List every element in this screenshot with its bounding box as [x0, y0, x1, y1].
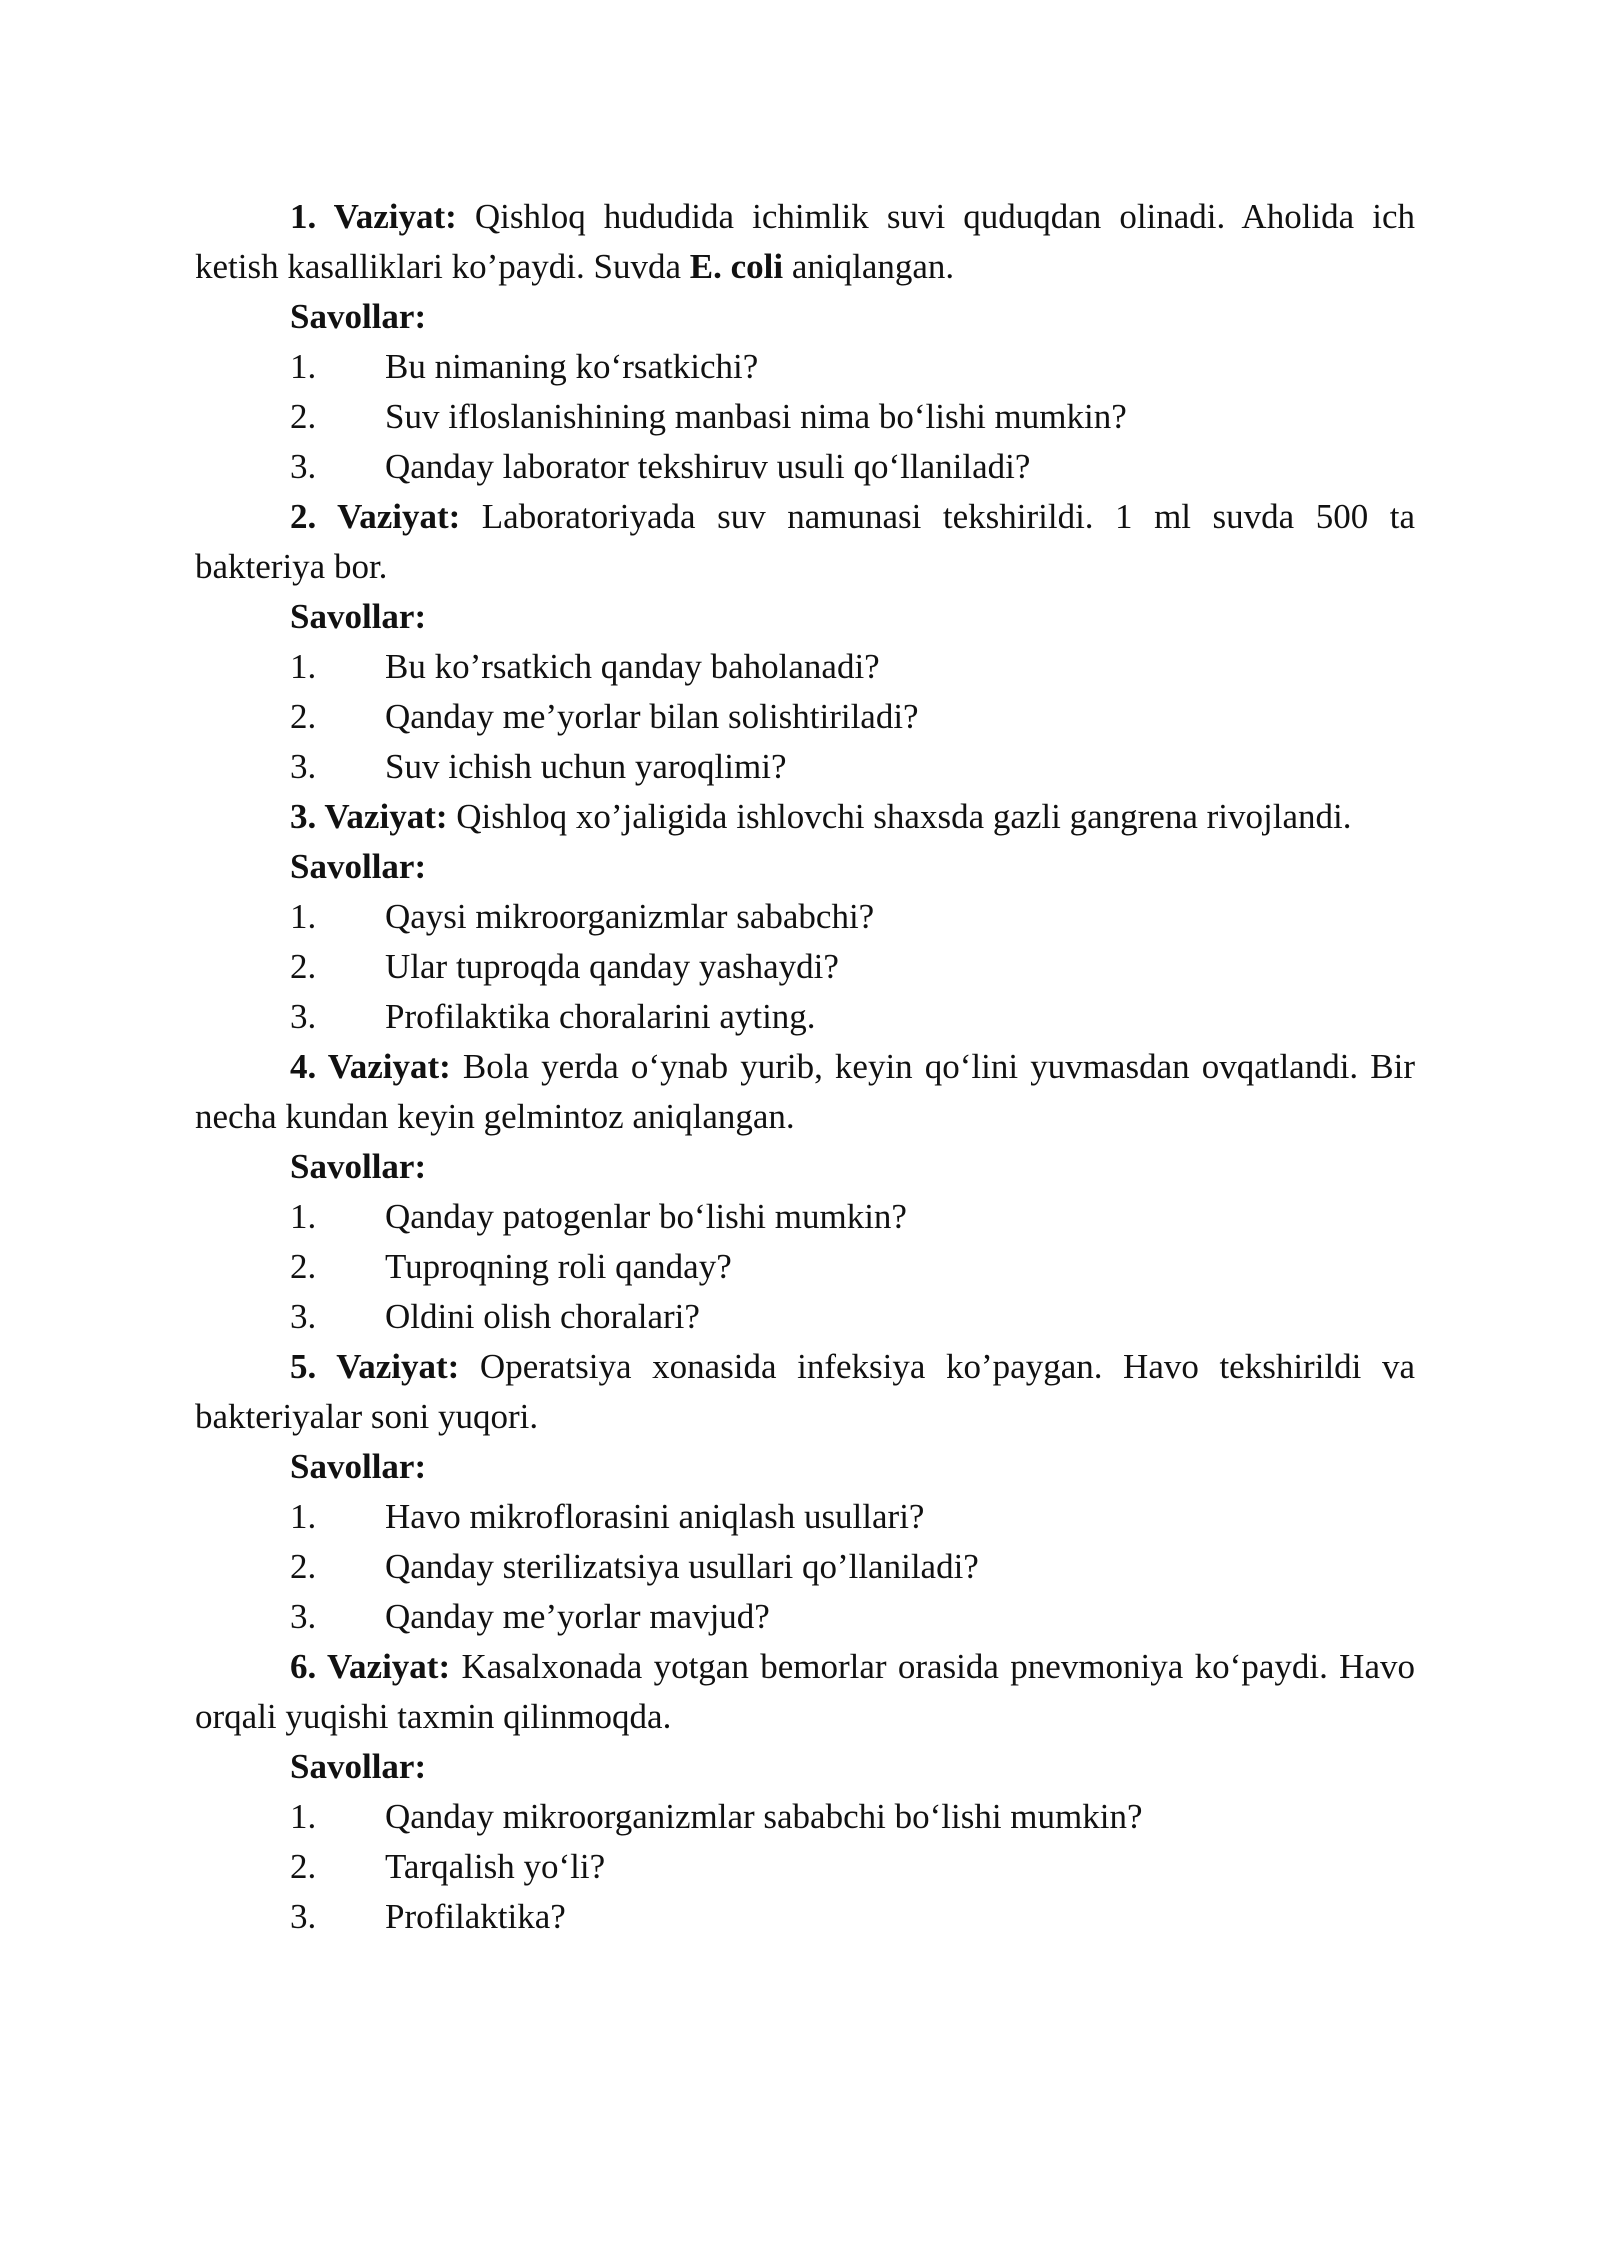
case-text-before: Laboratoriyada suv namunasi tekshirildi. 1 ml suvda 500 ta bakteriya bor. — [195, 497, 1415, 586]
questions-list — [195, 642, 1415, 792]
case-title: 5. Vaziyat: — [290, 1347, 460, 1386]
questions-list — [195, 892, 1415, 1042]
question-text: Oldini olish choralari? — [385, 1297, 700, 1336]
question-item — [195, 342, 1415, 392]
case-text-before: Qishloq hududida ichimlik suvi quduqdan olinadi. Aholida ich ketish kasalliklari ko’paydi. Suvda — [195, 197, 1415, 286]
question-item — [195, 992, 1415, 1042]
question-text: Profilaktika choralarini ayting. — [385, 997, 816, 1036]
question-text: Qanday sterilizatsiya usullari qo’llaniladi? — [385, 1547, 979, 1586]
case-description — [195, 1642, 1415, 1742]
case-text-before: Qishloq xo’jaligida ishlovchi shaxsda gazli gangrena rivojlandi. — [447, 797, 1352, 836]
question-number: 2. — [290, 1547, 317, 1586]
question-item — [195, 1492, 1415, 1542]
question-number: 1. — [290, 1497, 317, 1536]
case-text-before: Operatsiya xonasida infeksiya ko’paygan. Havo tekshirildi va bakteriyalar soni yuqori. — [195, 1347, 1416, 1436]
questions-heading: Savollar: — [290, 597, 427, 636]
question-number: 3. — [290, 997, 317, 1036]
question-number: 3. — [290, 1597, 317, 1636]
questions-heading: Savollar: — [290, 1747, 427, 1786]
question-text: Suv ifloslanishining manbasi nima bo‘lishi mumkin? — [385, 397, 1127, 436]
question-number: 3. — [290, 747, 317, 786]
question-item — [195, 1542, 1415, 1592]
case-title: 2. Vaziyat: — [290, 497, 461, 536]
question-text: Bu ko’rsatkich qanday baholanadi? — [385, 647, 880, 686]
question-text: Ular tuproqda qanday yashaydi? — [385, 947, 839, 986]
case-5 — [195, 1342, 1415, 1642]
case-text-after: aniqlangan. — [783, 247, 955, 286]
case-description — [195, 1342, 1415, 1442]
questions-heading: Savollar: — [290, 297, 427, 336]
question-item — [195, 1592, 1415, 1642]
question-item — [195, 392, 1415, 442]
question-number: 2. — [290, 397, 317, 436]
question-text: Bu nimaning ko‘rsatkichi? — [385, 347, 759, 386]
questions-list — [195, 1792, 1415, 1942]
question-number: 2. — [290, 1847, 317, 1886]
questions-list — [195, 1492, 1415, 1642]
question-item — [195, 1192, 1415, 1242]
questions-list — [195, 1192, 1415, 1342]
questions-list — [195, 342, 1415, 492]
question-text: Havo mikroflorasini aniqlash usullari? — [385, 1497, 925, 1536]
question-number: 1. — [290, 1797, 317, 1836]
question-number: 3. — [290, 447, 317, 486]
case-title: 6. Vaziyat: — [290, 1647, 451, 1686]
case-6 — [195, 1642, 1415, 1942]
question-item — [195, 1842, 1415, 1892]
question-text: Qanday mikroorganizmlar sababchi bo‘lishi mumkin? — [385, 1797, 1143, 1836]
case-4 — [195, 1042, 1415, 1342]
document-page — [195, 192, 1415, 1942]
question-text: Qanday me’yorlar bilan solishtiriladi? — [385, 697, 919, 736]
case-title: 4. Vaziyat: — [290, 1047, 451, 1086]
case-text-before: Kasalxonada yotgan bemorlar orasida pnevmoniya ko‘paydi. Havo orqali yuqishi taxmin qilinmoqda. — [195, 1647, 1415, 1736]
case-title: 3. Vaziyat: — [290, 797, 448, 836]
case-3 — [195, 792, 1415, 1042]
question-item — [195, 942, 1415, 992]
question-number: 2. — [290, 1247, 317, 1286]
question-text: Qaysi mikroorganizmlar sababchi? — [385, 897, 875, 936]
case-text-before: Bola yerda o‘ynab yurib, keyin qo‘lini yuvmasdan ovqatlandi. Bir necha kundan keyin gelmintoz aniqlangan. — [195, 1047, 1415, 1136]
questions-heading: Savollar: — [290, 1147, 427, 1186]
question-number: 3. — [290, 1897, 317, 1936]
question-number: 1. — [290, 647, 317, 686]
question-item — [195, 1792, 1415, 1842]
case-1 — [195, 192, 1415, 492]
question-item — [195, 1292, 1415, 1342]
question-number: 3. — [290, 1297, 317, 1336]
question-text: Qanday me’yorlar mavjud? — [385, 1597, 770, 1636]
questions-heading: Savollar: — [290, 847, 427, 886]
question-item — [195, 892, 1415, 942]
question-number: 2. — [290, 947, 317, 986]
question-text: Suv ichish uchun yaroqlimi? — [385, 747, 787, 786]
case-bold-term: E. coli — [689, 247, 784, 286]
case-description — [195, 192, 1415, 292]
question-text: Qanday patogenlar bo‘lishi mumkin? — [385, 1197, 907, 1236]
case-description — [195, 792, 1415, 842]
case-title: 1. Vaziyat: — [290, 197, 457, 236]
question-number: 1. — [290, 897, 317, 936]
question-item — [195, 642, 1415, 692]
case-description — [195, 1042, 1415, 1142]
question-text: Qanday laborator tekshiruv usuli qo‘llaniladi? — [385, 447, 1031, 486]
question-item — [195, 692, 1415, 742]
question-item — [195, 1892, 1415, 1942]
question-text: Tarqalish yo‘li? — [385, 1847, 606, 1886]
case-2 — [195, 492, 1415, 792]
question-item — [195, 742, 1415, 792]
question-number: 1. — [290, 1197, 317, 1236]
question-text: Profilaktika? — [385, 1897, 566, 1936]
question-item — [195, 442, 1415, 492]
question-item — [195, 1242, 1415, 1292]
questions-heading: Savollar: — [290, 1447, 427, 1486]
question-number: 2. — [290, 697, 317, 736]
question-text: Tuproqning roli qanday? — [385, 1247, 732, 1286]
question-number: 1. — [290, 347, 317, 386]
case-description — [195, 492, 1415, 592]
